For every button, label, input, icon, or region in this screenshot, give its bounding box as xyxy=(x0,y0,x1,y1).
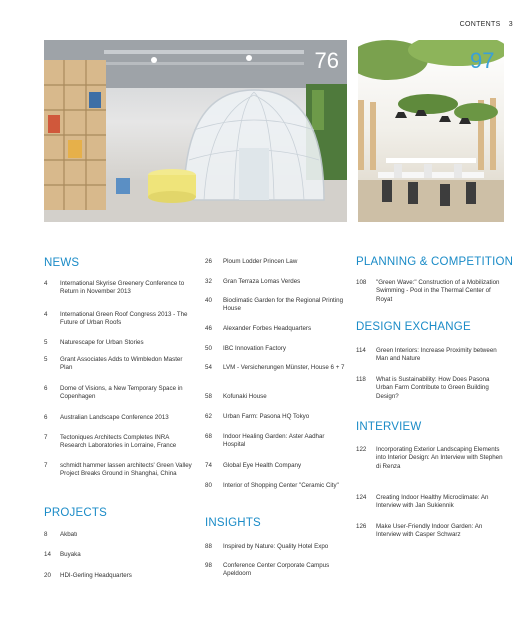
toc-title: schmidt hammer lassen architects' Green Valley Project Breaks Ground in Shanghai, China xyxy=(60,462,192,478)
toc-title: LVM - Versicherungen Münster, House 6 + 7 xyxy=(223,364,345,371)
toc-title: Akbatı xyxy=(60,531,78,538)
toc-entry xyxy=(44,414,194,422)
toc-title: Australian Landscape Conference 2013 xyxy=(60,414,169,421)
toc-page-number: 7 xyxy=(44,434,48,441)
page-header xyxy=(460,21,513,28)
toc-entry xyxy=(205,482,345,490)
toc-entry xyxy=(205,562,350,579)
toc-page-number: 4 xyxy=(44,280,48,287)
toc-entry xyxy=(44,339,194,347)
toc-entry xyxy=(356,279,506,304)
toc-page-number: 5 xyxy=(44,339,48,346)
toc-entry xyxy=(356,376,506,401)
toc-entry xyxy=(356,347,506,364)
toc-title: Green Interiors: Increase Proximity between Man and Nature xyxy=(376,347,497,363)
section-interview-heading: INTERVIEW xyxy=(356,421,422,433)
toc-entry xyxy=(205,433,345,450)
toc-page-number: 98 xyxy=(205,562,212,569)
toc-entry xyxy=(44,572,194,580)
toc-title: Global Eye Health Company xyxy=(223,462,302,469)
toc-title: Buyaka xyxy=(60,551,81,558)
feature-photo-restaurant xyxy=(358,40,504,222)
section-news-heading: NEWS xyxy=(44,257,80,269)
toc-entry xyxy=(44,434,194,451)
toc-title: Bioclimatic Garden for the Regional Printing House xyxy=(223,297,344,313)
toc-title: Urban Farm: Pasona HQ Tokyo xyxy=(223,413,310,420)
feature-photo-office xyxy=(44,40,347,222)
toc-page-number: 80 xyxy=(205,482,212,489)
toc-entry xyxy=(44,356,194,373)
toc-page-number: 124 xyxy=(356,494,367,501)
toc-page-number: 114 xyxy=(356,347,366,354)
toc-entry xyxy=(205,413,345,421)
toc-title: IBC Innovation Factory xyxy=(223,345,286,352)
toc-title: Indoor Healing Garden: Aster Aadhar Hospital xyxy=(223,433,325,449)
section-design-heading: DESIGN EXCHANGE xyxy=(356,321,471,333)
toc-page-number: 108 xyxy=(356,279,367,286)
toc-title: Kofunaki House xyxy=(223,393,267,400)
toc-page-number: 126 xyxy=(356,523,367,530)
toc-page-number: 122 xyxy=(356,446,367,453)
toc-title: Conference Center Corporate Campus Apeldoorn xyxy=(223,562,330,578)
toc-page-number: 7 xyxy=(44,462,48,469)
toc-title: Make User-Friendly Indoor Garden: An Interview with Casper Schwarz xyxy=(376,523,483,539)
toc-title: Inspired by Nature: Quality Hotel Expo xyxy=(223,543,329,550)
toc-page-number: 54 xyxy=(205,364,212,371)
toc-title: Naturescape for Urban Stories xyxy=(60,339,144,346)
toc-entry xyxy=(205,278,345,286)
toc-title: What is Sustainability: How Does Pasona Urban Farm Contribute to Green Building Design? xyxy=(376,376,490,400)
toc-entry xyxy=(44,462,194,479)
contents-label: CONTENTS xyxy=(459,21,501,28)
toc-entry xyxy=(205,462,345,470)
toc-title: Interior of Shopping Center "Ceramic City" xyxy=(223,482,339,489)
toc-entry xyxy=(205,297,345,314)
section-insights-heading: INSIGHTS xyxy=(205,517,261,529)
toc-page-number: 118 xyxy=(356,376,366,383)
toc-entry xyxy=(205,345,345,353)
toc-title: Dome of Visions, a New Temporary Space in Copenhagen xyxy=(60,385,183,401)
toc-page-number: 68 xyxy=(205,433,212,440)
toc-page-number: 8 xyxy=(44,531,48,538)
section-planning-heading: PLANNING & COMPETITION xyxy=(356,256,514,268)
toc-entry xyxy=(205,325,345,333)
toc-title: Incorporating Exterior Landscaping Elements into Interior Design: An Interview with Stephen di Renza xyxy=(376,446,503,470)
toc-page-number: 46 xyxy=(205,325,212,332)
toc-page-number: 58 xyxy=(205,393,212,400)
toc-title: Grant Associates Adds to Wimbledon Master Plan xyxy=(60,356,183,372)
toc-title: Gran Terraza Lomas Verdes xyxy=(223,278,301,285)
toc-title: Alexander Forbes Headquarters xyxy=(223,325,312,332)
toc-entry xyxy=(205,393,345,401)
photo-page-number-76: 76 xyxy=(314,48,339,73)
toc-title: International Green Roof Congress 2013 - The Future of Urban Roofs xyxy=(60,311,188,327)
toc-page-number: 62 xyxy=(205,413,212,420)
toc-title: HDI-Gerling Headquarters xyxy=(60,572,132,579)
toc-title: "Green Wave:" Construction of a Mobilization Swimming - Pool in the Thermal Center of Royat xyxy=(376,279,500,303)
toc-page-number: 6 xyxy=(44,414,48,421)
toc-page-number: 32 xyxy=(205,278,212,285)
toc-page-number: 88 xyxy=(205,543,212,550)
section-projects-heading: PROJECTS xyxy=(44,507,107,519)
toc-entry xyxy=(44,531,194,539)
toc-page-number: 14 xyxy=(44,551,51,558)
toc-entry xyxy=(44,280,194,297)
toc-page-number: 74 xyxy=(205,462,212,469)
toc-title: Creating Indoor Healthy Microclimate: An Interview with Jan Sukiennik xyxy=(376,494,489,510)
toc-title: Tectoniques Architects Completes INRA Research Laboratories in Lorraine, France xyxy=(60,434,177,450)
toc-entry xyxy=(44,311,194,328)
photo-page-number-97: 97 xyxy=(470,48,495,73)
toc-entry xyxy=(44,385,194,402)
toc-page-number: 5 xyxy=(44,356,48,363)
toc-title: Ploum Lodder Princen Law xyxy=(223,258,298,265)
page-number: 3 xyxy=(508,21,513,28)
toc-page-number: 4 xyxy=(44,311,48,318)
toc-entry xyxy=(205,543,350,551)
toc-page-number: 40 xyxy=(205,297,212,304)
toc-page-number: 6 xyxy=(44,385,48,392)
toc-page-number: 20 xyxy=(44,572,51,579)
toc-entry xyxy=(356,494,506,511)
toc-entry xyxy=(205,364,345,372)
toc-title: International Skyrise Greenery Conference to Return in November 2013 xyxy=(60,280,185,296)
toc-page-number: 26 xyxy=(205,258,212,265)
office-interior-illustration xyxy=(44,40,347,222)
toc-entry xyxy=(205,258,345,266)
toc-entry xyxy=(356,523,506,540)
toc-entry xyxy=(44,551,194,559)
toc-page-number: 50 xyxy=(205,345,212,352)
toc-entry xyxy=(356,446,506,471)
